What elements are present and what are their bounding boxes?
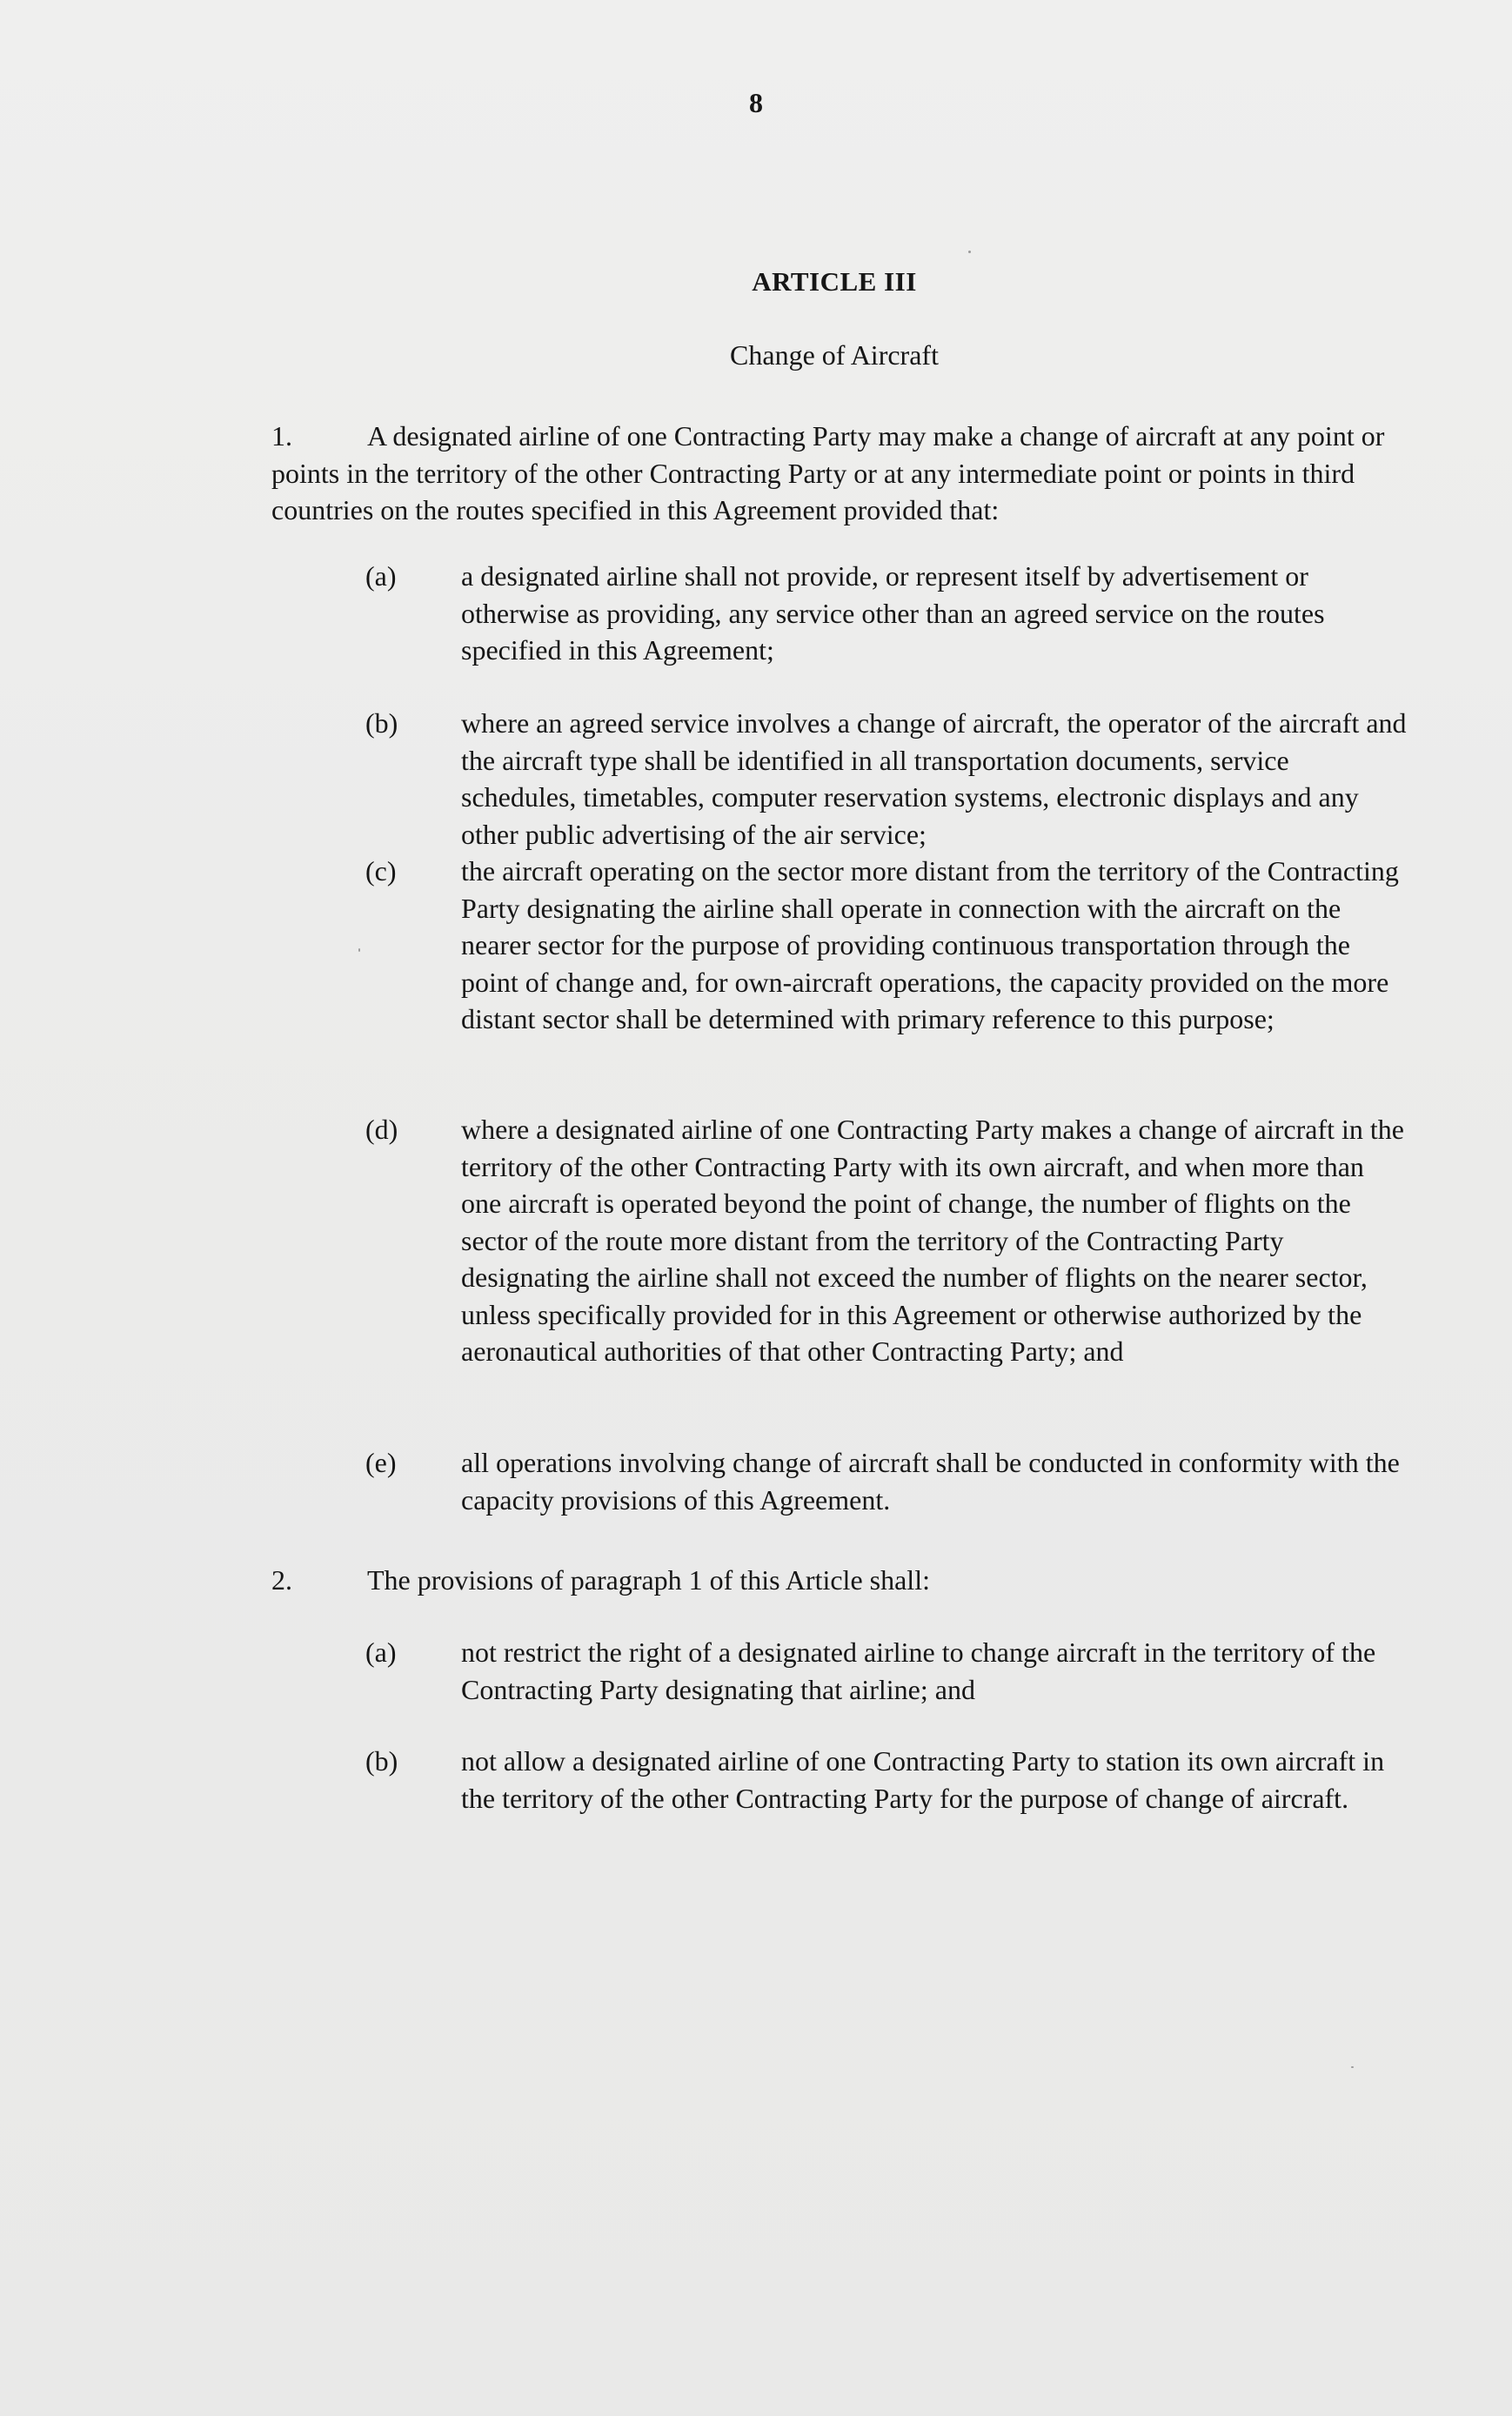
item-label: (b) [365, 1745, 398, 1777]
paragraph-1-item-e [365, 1444, 1409, 1518]
paragraph-2-text: The provisions of paragraph 1 of this Article shall: [367, 1564, 930, 1596]
item-label: (a) [365, 560, 397, 592]
paragraph-1-text: A designated airline of one Contracting Party may make a change of aircraft at any point or points in the territory of the other Contracting Party or at any intermediate point or points in third countries on the routes specified in this Agreement provided that: [271, 420, 1385, 525]
paragraph-1-item-c [365, 853, 1409, 1038]
item-text: not allow a designated airline of one Contracting Party to station its own aircraft in the territory of the other Contracting Party for the purpose of change of aircraft. [461, 1745, 1385, 1814]
item-label: (a) [365, 1636, 397, 1668]
article-subtitle: Change of Aircraft [730, 339, 939, 371]
item-label: (b) [365, 707, 398, 739]
paragraph-2-number: 2. [271, 1564, 292, 1596]
paragraph-1 [271, 418, 1402, 529]
paragraph-1-number: 1. [271, 420, 292, 452]
scan-speck [358, 948, 360, 952]
scan-speck [968, 251, 971, 253]
paragraph-2-item-b [365, 1743, 1409, 1817]
scan-speck [1351, 2066, 1354, 2068]
item-text: the aircraft operating on the sector more distant from the territory of the Contracting Party designating the airline shall operate in connection with the aircraft on the nearer sector for the purpose of providing continuous transportation through the point of change and, for own-aircraft operations, the capacity provided on the more distant sector shall be determined with primary reference to this purpose; [461, 855, 1399, 1034]
item-text: all operations involving change of aircraft shall be conducted in conformity with the capacity provisions of this Agreement. [461, 1447, 1400, 1516]
item-label: (c) [365, 855, 397, 887]
paragraph-2-item-a [365, 1634, 1409, 1708]
article-title: ARTICLE III [752, 266, 917, 297]
paragraph-1-item-a [365, 558, 1409, 669]
item-text: where a designated airline of one Contracting Party makes a change of aircraft in the territory of the other Contracting Party with its own aircraft, and when more than one aircraft is operated beyond the point of change, the number of flights on the sector of the route more distant from the territory of the Contracting Party designating the airline shall not exceed the number of flights on the nearer sector, unless specifically provided for in this Agreement or otherwise authorized by the aeronautical authorities of that other Contracting Party; and [461, 1114, 1404, 1367]
item-label: (d) [365, 1114, 398, 1145]
item-text: a designated airline shall not provide, or represent itself by advertisement or otherwise as providing, any service other than an agreed service on the routes specified in this Agreement; [461, 560, 1325, 666]
paragraph-1-item-d [365, 1111, 1409, 1370]
paragraph-1-item-b [365, 705, 1409, 853]
paragraph-2 [271, 1562, 1402, 1599]
page-number: 8 [749, 87, 763, 118]
item-label: (e) [365, 1447, 397, 1478]
item-text: where an agreed service involves a change of aircraft, the operator of the aircraft and the aircraft type shall be identified in all transportation documents, service schedules, timetables, computer reservation systems, electronic displays and any other public advertising of the air service; [461, 707, 1407, 850]
item-text: not restrict the right of a designated airline to change aircraft in the territory of the Contracting Party designating that airline; and [461, 1636, 1376, 1705]
